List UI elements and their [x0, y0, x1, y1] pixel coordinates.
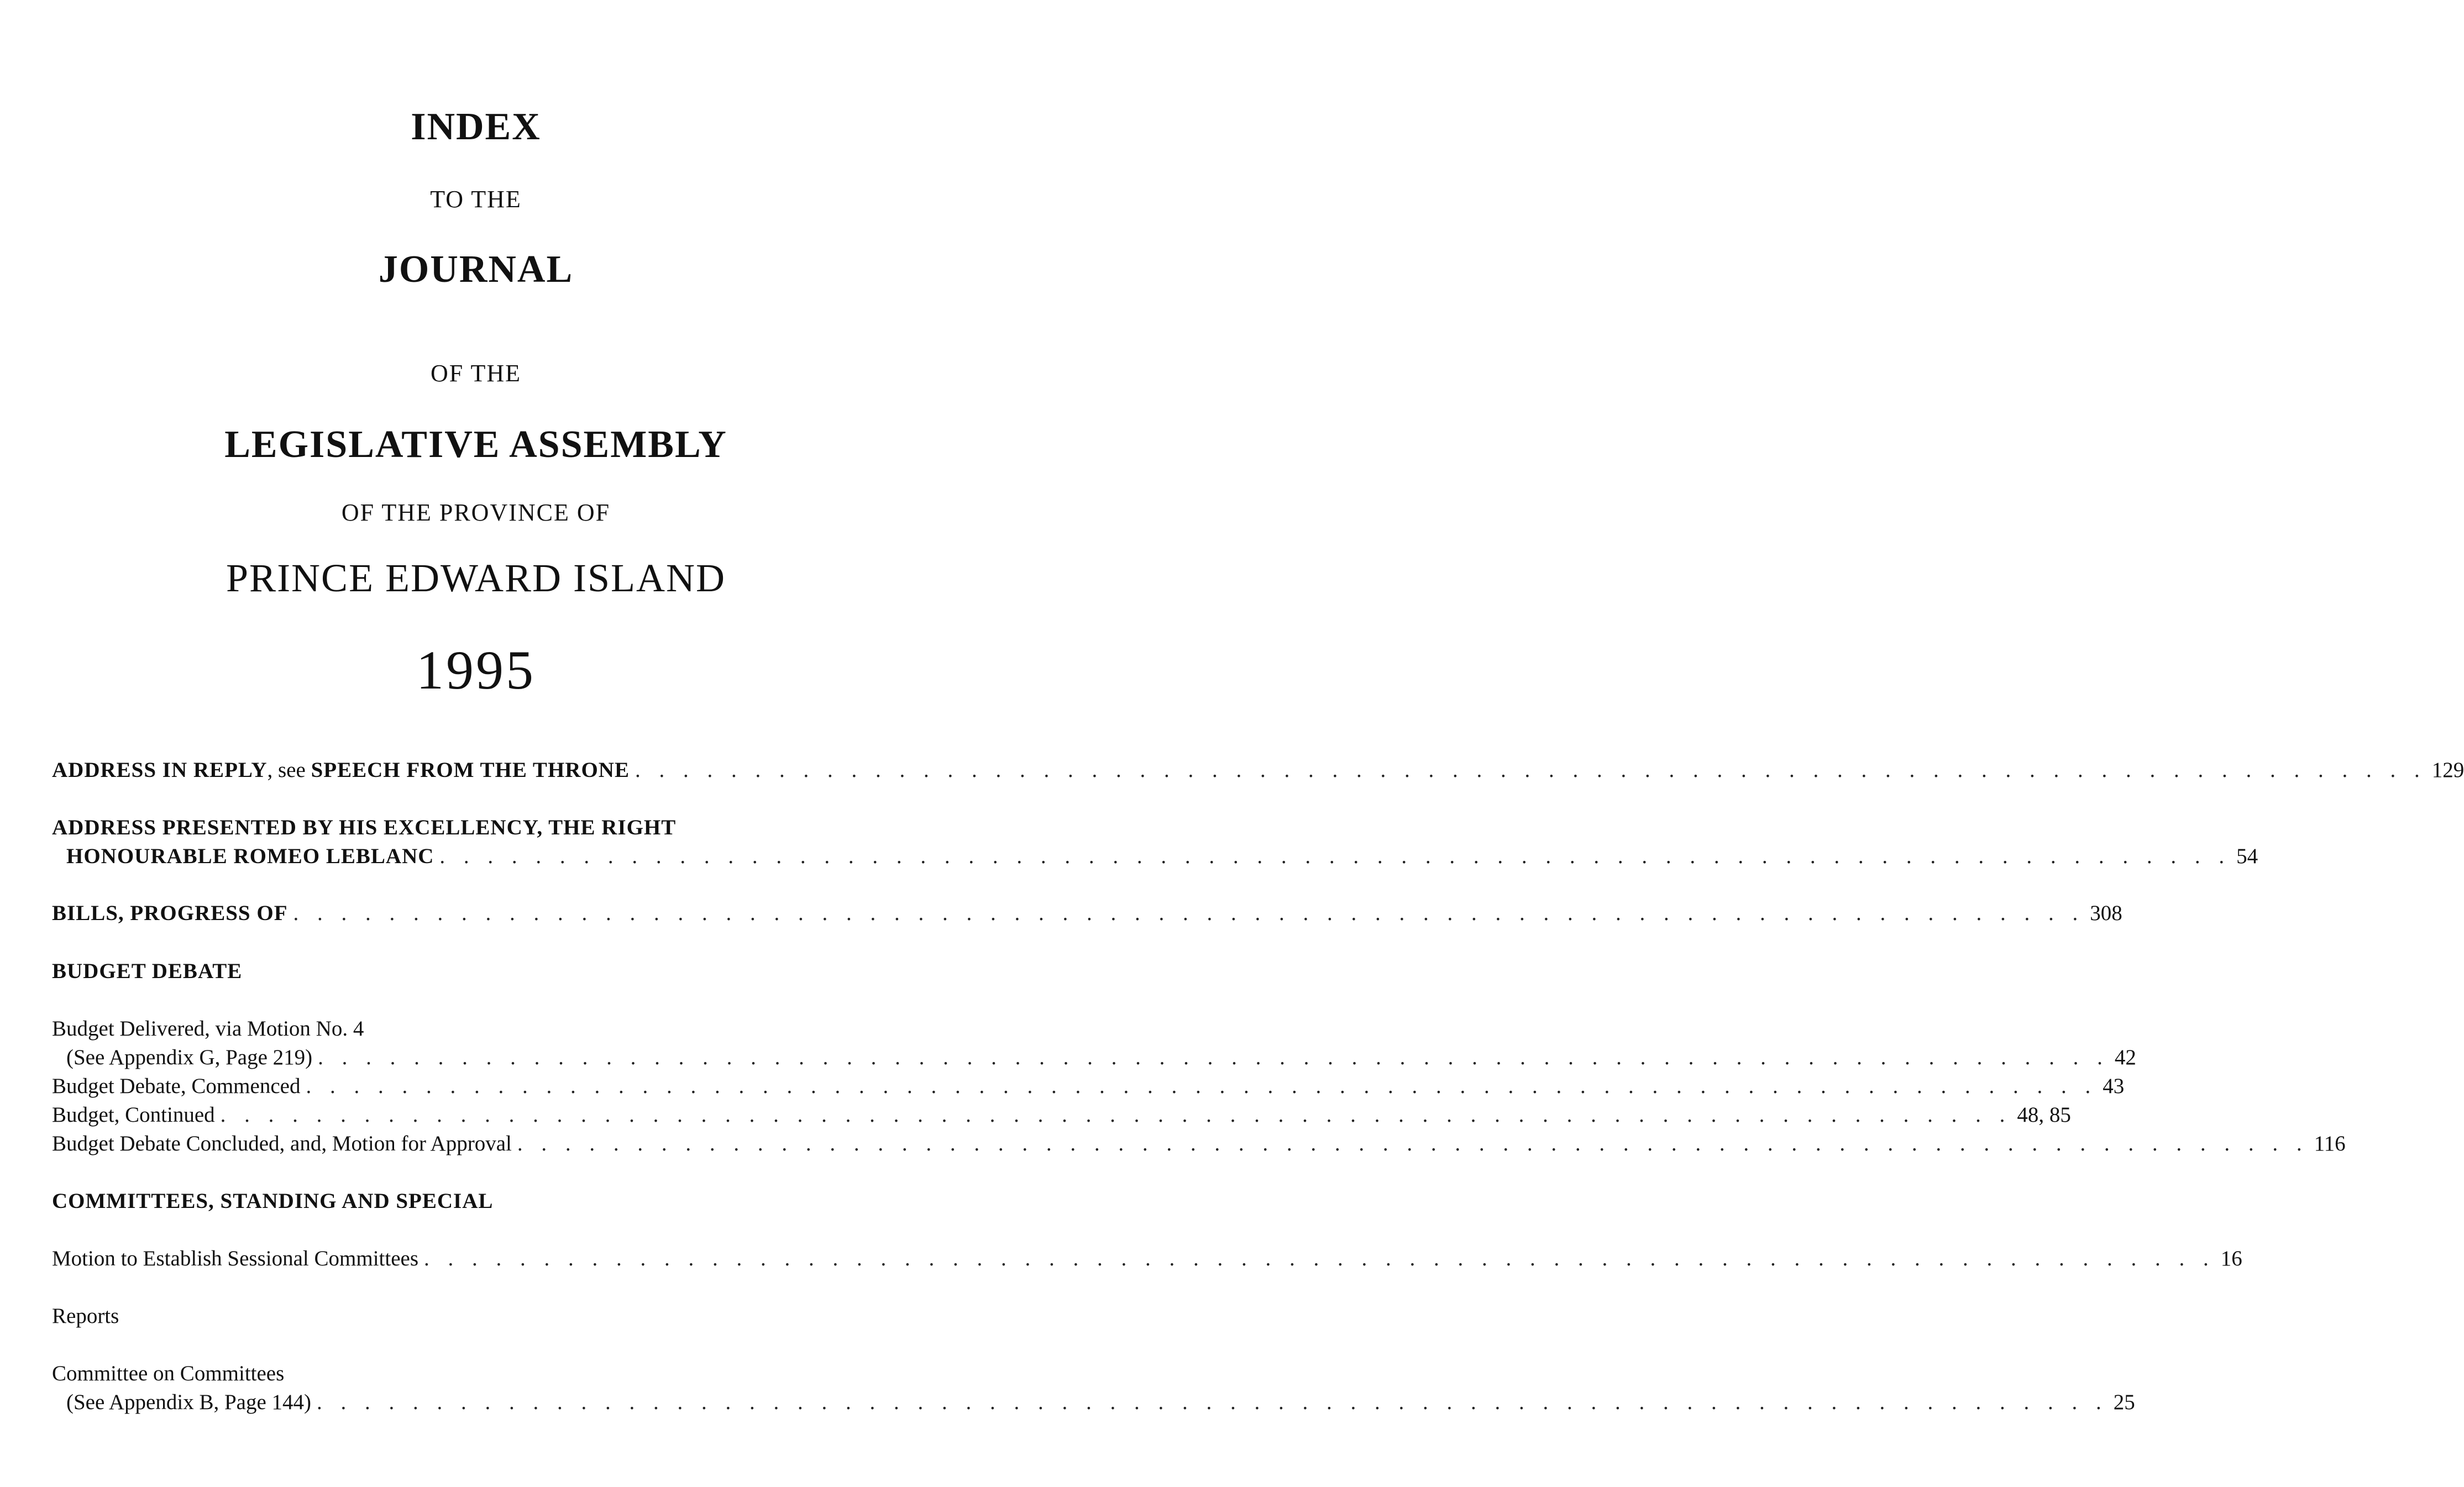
reports-label: Reports [52, 1304, 119, 1328]
title-of-the: OF THE [431, 360, 521, 387]
committee-on-committees-label: Committee on Committees [52, 1362, 285, 1385]
heading-budget-debate: BUDGET DEBATE [52, 959, 243, 983]
page-number: 16 [2220, 1247, 2242, 1270]
heading-committees: COMMITTEES, STANDING AND SPECIAL [52, 1189, 494, 1213]
title-year: 1995 [416, 639, 536, 701]
title-of-the-province-of: OF THE PROVINCE OF [341, 499, 611, 526]
dot-leader: . . . . . . . . . . . . . . . . . . . . . . . . . . . . . . . . . . . . . . . . . . . . . . . . . . . . . . . . . . . . . . . . . . . . . . . . . . . [293, 901, 2085, 925]
title-index: INDEX [411, 106, 541, 148]
entry-label: (See Appendix G, Page 219) [66, 1045, 313, 1069]
entry-budget-concluded [52, 1129, 2346, 1158]
entry-budget-appendix-g [66, 1043, 2136, 1072]
entry-label: Budget, Continued [52, 1103, 215, 1127]
dot-leader: . . . . . . . . . . . . . . . . . . . . . . . . . . . . . . . . . . . . . . . . . . . . . . . . . . . . . . . . . . . . . . . . . . . . . . . . . . . [220, 1103, 2012, 1127]
entry-committee-appendix-b [66, 1388, 2135, 1417]
page-number: 129 [2431, 758, 2464, 782]
page-number: 54 [2236, 844, 2258, 868]
entry-address-presented-line1: ADDRESS PRESENTED BY HIS EXCELLENCY, THE RIGHT [52, 816, 677, 839]
entry-address-in-reply [52, 756, 2464, 785]
title-to-the: TO THE [430, 186, 522, 213]
entry-label: Budget Debate Concluded, and, Motion for Approval [52, 1132, 512, 1155]
dot-leader: . . . . . . . . . . . . . . . . . . . . . . . . . . . . . . . . . . . . . . . . . . . . . . . . . . . . . . . . . . . . . . . . . . . . . . . . . . . [317, 1390, 2108, 1414]
budget-delivered-label: Budget Delivered, via Motion No. 4 [52, 1017, 364, 1041]
entry-label: HONOURABLE ROMEO LEBLANC [66, 844, 434, 868]
entry-label: (See Appendix B, Page 144) [66, 1390, 312, 1414]
entry-budget-continued [52, 1101, 2071, 1129]
page-number: 43 [2103, 1074, 2125, 1098]
dot-leader: . . . . . . . . . . . . . . . . . . . . . . . . . . . . . . . . . . . . . . . . . . . . . . . . . . . . . . . . . . . . . . . . . . . . . . . . . . . [635, 758, 2426, 782]
entry-budget-debate-commenced [52, 1072, 2125, 1101]
title-journal: JOURNAL [378, 248, 574, 291]
entry-label: Budget Debate, Commenced [52, 1074, 301, 1098]
entry-label: BILLS, PROGRESS OF [52, 901, 288, 925]
page-number: 42 [2114, 1045, 2136, 1069]
entry-label: Motion to Establish Sessional Committees [52, 1247, 418, 1270]
dot-leader: . . . . . . . . . . . . . . . . . . . . . . . . . . . . . . . . . . . . . . . . . . . . . . . . . . . . . . . . . . . . . . . . . . . . . . . . . . . [306, 1074, 2098, 1098]
page-number: 48, 85 [2017, 1103, 2071, 1127]
dot-leader: . . . . . . . . . . . . . . . . . . . . . . . . . . . . . . . . . . . . . . . . . . . . . . . . . . . . . . . . . . . . . . . . . . . . . . . . . . . [517, 1132, 2309, 1155]
entry-label-part: SPEECH FROM THE THRONE [311, 758, 630, 782]
title-province-name: PRINCE EDWARD ISLAND [226, 556, 726, 600]
title-legislative-assembly: LEGISLATIVE ASSEMBLY [224, 423, 727, 466]
entry-bills-progress [52, 899, 2122, 928]
entry-label-part: , see [267, 758, 311, 782]
entry-motion-sessional-committees [52, 1244, 2242, 1273]
entry-address-presented [66, 842, 2258, 871]
dot-leader: . . . . . . . . . . . . . . . . . . . . . . . . . . . . . . . . . . . . . . . . . . . . . . . . . . . . . . . . . . . . . . . . . . . . . . . . . . . [424, 1247, 2215, 1270]
entry-label [52, 756, 630, 785]
dot-leader: . . . . . . . . . . . . . . . . . . . . . . . . . . . . . . . . . . . . . . . . . . . . . . . . . . . . . . . . . . . . . . . . . . . . . . . . . . . [318, 1045, 2109, 1069]
dot-leader: . . . . . . . . . . . . . . . . . . . . . . . . . . . . . . . . . . . . . . . . . . . . . . . . . . . . . . . . . . . . . . . . . . . . . . . . . . . [439, 844, 2231, 868]
page-number: 308 [2090, 901, 2122, 925]
entry-label-part: ADDRESS IN REPLY [52, 758, 268, 782]
page-number: 25 [2113, 1390, 2135, 1414]
page-number: 116 [2314, 1132, 2346, 1155]
